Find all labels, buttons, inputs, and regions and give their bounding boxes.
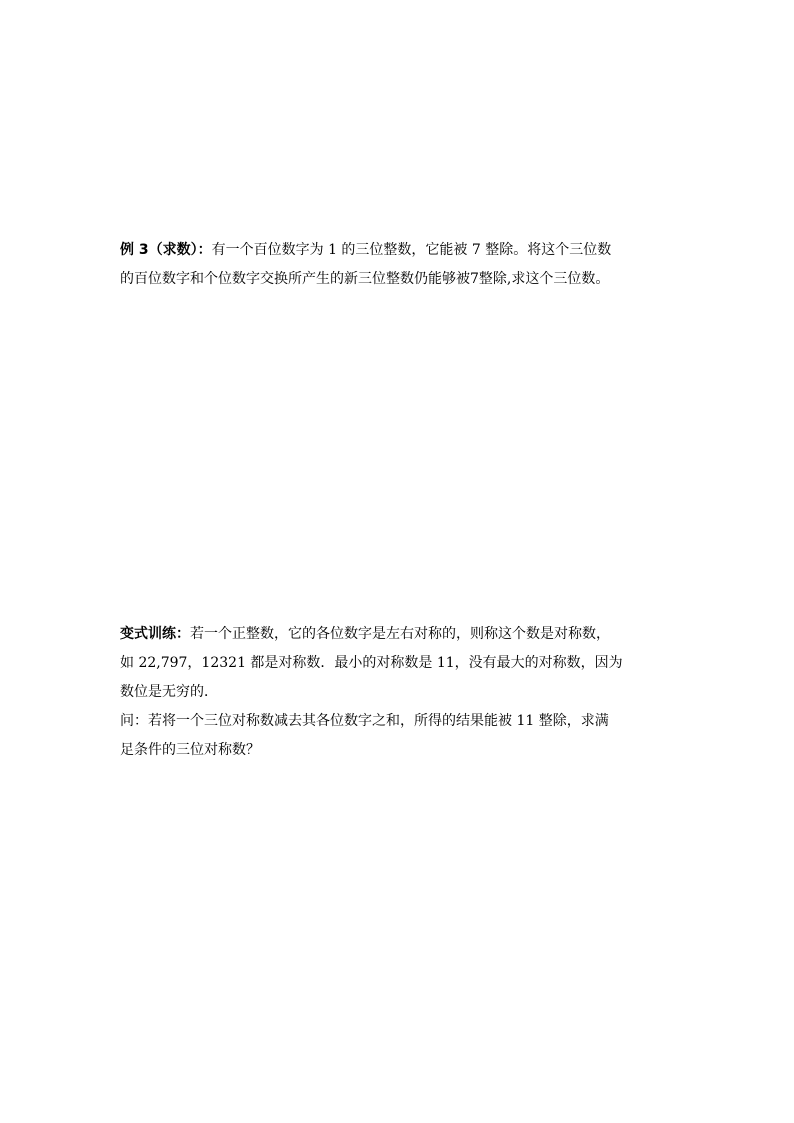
variant-training-problem	[120, 620, 690, 765]
variant-line-3: 数位是无穷的．	[120, 684, 218, 700]
example-3-line-1	[120, 236, 690, 265]
variant-question-line-2: 足条件的三位对称数？	[120, 742, 260, 758]
variant-heading: 变式训练：	[120, 626, 190, 642]
example-3-line-2: 的百位数字和个位数字交换所产生的新三位整数仍能够被7整除,求这个三位数。	[120, 271, 610, 287]
variant-question-line-1: 问：若将一个三位对称数减去其各位数字之和，所得的结果能被 11 整除，求满	[120, 713, 609, 729]
example-3-problem	[120, 236, 690, 294]
variant-line-1-text: 若一个正整数，它的各位数字是左右对称的，则称这个数是对称数，	[190, 626, 610, 642]
example-3-heading: 例 3（求数）：	[120, 242, 212, 258]
example-3-line-1-text: 有一个百位数字为 1 的三位整数，它能被 7 整除。将这个三位数	[211, 242, 612, 258]
variant-line-1	[120, 620, 690, 649]
variant-line-2: 如 22,797，12321 都是对称数．最小的对称数是 11，没有最大的对称数，因为	[120, 655, 623, 671]
